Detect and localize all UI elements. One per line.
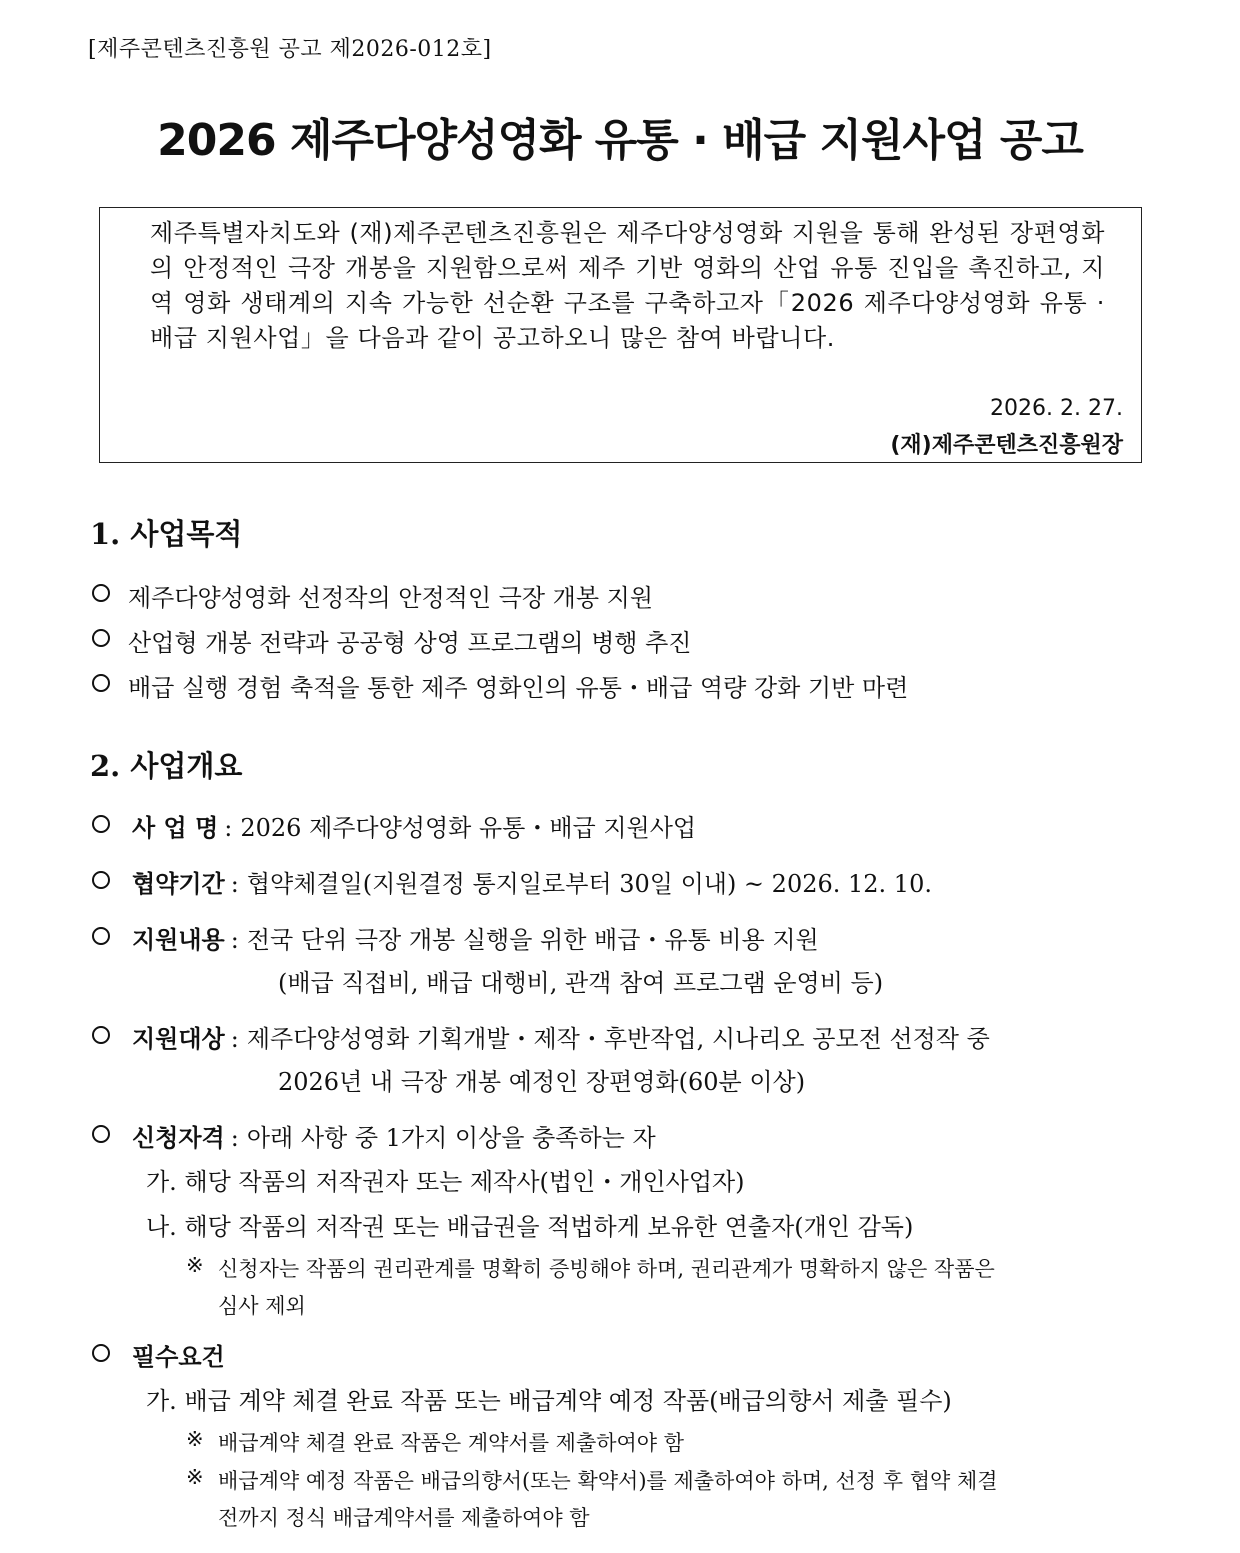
support-target-row [132, 1019, 990, 1054]
support-content-line2: (배급 직접비, 배급 대행비, 관객 참여 프로그램 운영비 등) [278, 969, 884, 997]
requirements-note: 배급계약 예정 작품은 배급의향서(또는 확약서)를 제출하여야 하며, 선정 후 협약 체결 [218, 1469, 998, 1493]
support-target-label: 지원대상 [132, 1024, 225, 1053]
requirements-label: 필수요건 [132, 1342, 225, 1371]
circle-bullet-icon [92, 629, 110, 647]
project-name-value: 2026 제주다양성영화 유통・배급 지원사업 [240, 814, 697, 842]
section-heading-overview: 2. 사업개요 [90, 749, 243, 783]
label-separator: : [230, 1025, 239, 1053]
eligibility-item: 가. 해당 작품의 저작권자 또는 제작사(법인・개인사업자) [146, 1168, 745, 1196]
contract-period-label: 협약기간 [132, 869, 225, 898]
support-target-line2: 2026년 내 극장 개봉 예정인 장편영화(60분 이상) [278, 1068, 806, 1096]
reference-mark-icon: ※ [186, 1465, 204, 1489]
notice-number: [제주콘텐츠진흥원 공고 제2026-012호] [88, 37, 492, 62]
eligibility-note-cont: 심사 제외 [218, 1294, 306, 1318]
purpose-item: 제주다양성영화 선정작의 안정적인 극장 개봉 지원 [128, 584, 654, 612]
eligibility-item: 나. 해당 작품의 저작권 또는 배급권을 적법하게 보유한 연출자(개인 감독) [146, 1213, 914, 1241]
support-content-row [132, 920, 819, 955]
project-name-row [132, 808, 696, 843]
eligibility-value: 아래 사항 중 1가지 이상을 충족하는 자 [246, 1124, 656, 1152]
circle-bullet-icon [92, 1344, 110, 1362]
purpose-item: 산업형 개봉 전략과 공공형 상영 프로그램의 병행 추진 [128, 629, 692, 657]
circle-bullet-icon [92, 871, 110, 889]
circle-bullet-icon [92, 584, 110, 602]
support-content-label: 지원내용 [132, 925, 225, 954]
requirements-note-cont: 전까지 정식 배급계약서를 제출하여야 함 [218, 1506, 590, 1530]
eligibility-label: 신청자격 [132, 1123, 225, 1152]
label-separator: : [230, 1124, 239, 1152]
intro-text: 제주특별자치도와 (재)제주콘텐츠진흥원은 제주다양성영화 지원을 통해 완성된 장편영화의 안정적인 극장 개봉을 지원함으로써 제주 기반 영화의 산업 유통 진입을 촉진하고, 지역 영화 생태계의 지속 가능한 선순환 구조를 구축하고자「2026 제주다양성영화 유통 · 배급 지원사업」을 다음과 같이 공고하오니 많은 참여 바랍니다. [150, 219, 1105, 352]
circle-bullet-icon [92, 815, 110, 833]
label-separator: : [230, 926, 239, 954]
label-separator: : [224, 814, 233, 842]
purpose-item: 배급 실행 경험 축적을 통한 제주 영화인의 유통・배급 역량 강화 기반 마련 [128, 674, 909, 702]
requirements-note: 배급계약 체결 완료 작품은 계약서를 제출하여야 함 [218, 1431, 685, 1455]
reference-mark-icon: ※ [186, 1253, 204, 1277]
circle-bullet-icon [92, 927, 110, 945]
intro-date: 2026. 2. 27. [990, 396, 1123, 421]
label-separator: : [230, 870, 239, 898]
support-content-line1: 전국 단위 극장 개봉 실행을 위한 배급・유통 비용 지원 [246, 926, 819, 954]
contract-period-value: 협약체결일(지원결정 통지일로부터 30일 이내) ~ 2026. 12. 10. [246, 870, 932, 898]
requirements-item: 가. 배급 계약 체결 완료 작품 또는 배급계약 예정 작품(배급의향서 제출 필수) [146, 1387, 952, 1415]
circle-bullet-icon [92, 674, 110, 692]
eligibility-row [132, 1118, 656, 1153]
page-title: 2026 제주다양성영화 유통 · 배급 지원사업 공고 [157, 115, 1083, 166]
circle-bullet-icon [92, 1125, 110, 1143]
circle-bullet-icon [92, 1026, 110, 1044]
contract-period-row [132, 864, 932, 899]
intro-box [99, 207, 1142, 463]
support-target-line1: 제주다양성영화 기획개발・제작・후반작업, 시나리오 공모전 선정작 중 [246, 1025, 990, 1053]
requirements-row [132, 1337, 225, 1372]
reference-mark-icon: ※ [186, 1427, 204, 1451]
section-heading-purpose: 1. 사업목적 [90, 517, 243, 551]
eligibility-note: 신청자는 작품의 권리관계를 명확히 증빙해야 하며, 권리관계가 명확하지 않은 작품은 [218, 1257, 995, 1281]
project-name-label: 사 업 명 [132, 813, 219, 842]
intro-organization: (재)제주콘텐츠진흥원장 [890, 433, 1123, 458]
